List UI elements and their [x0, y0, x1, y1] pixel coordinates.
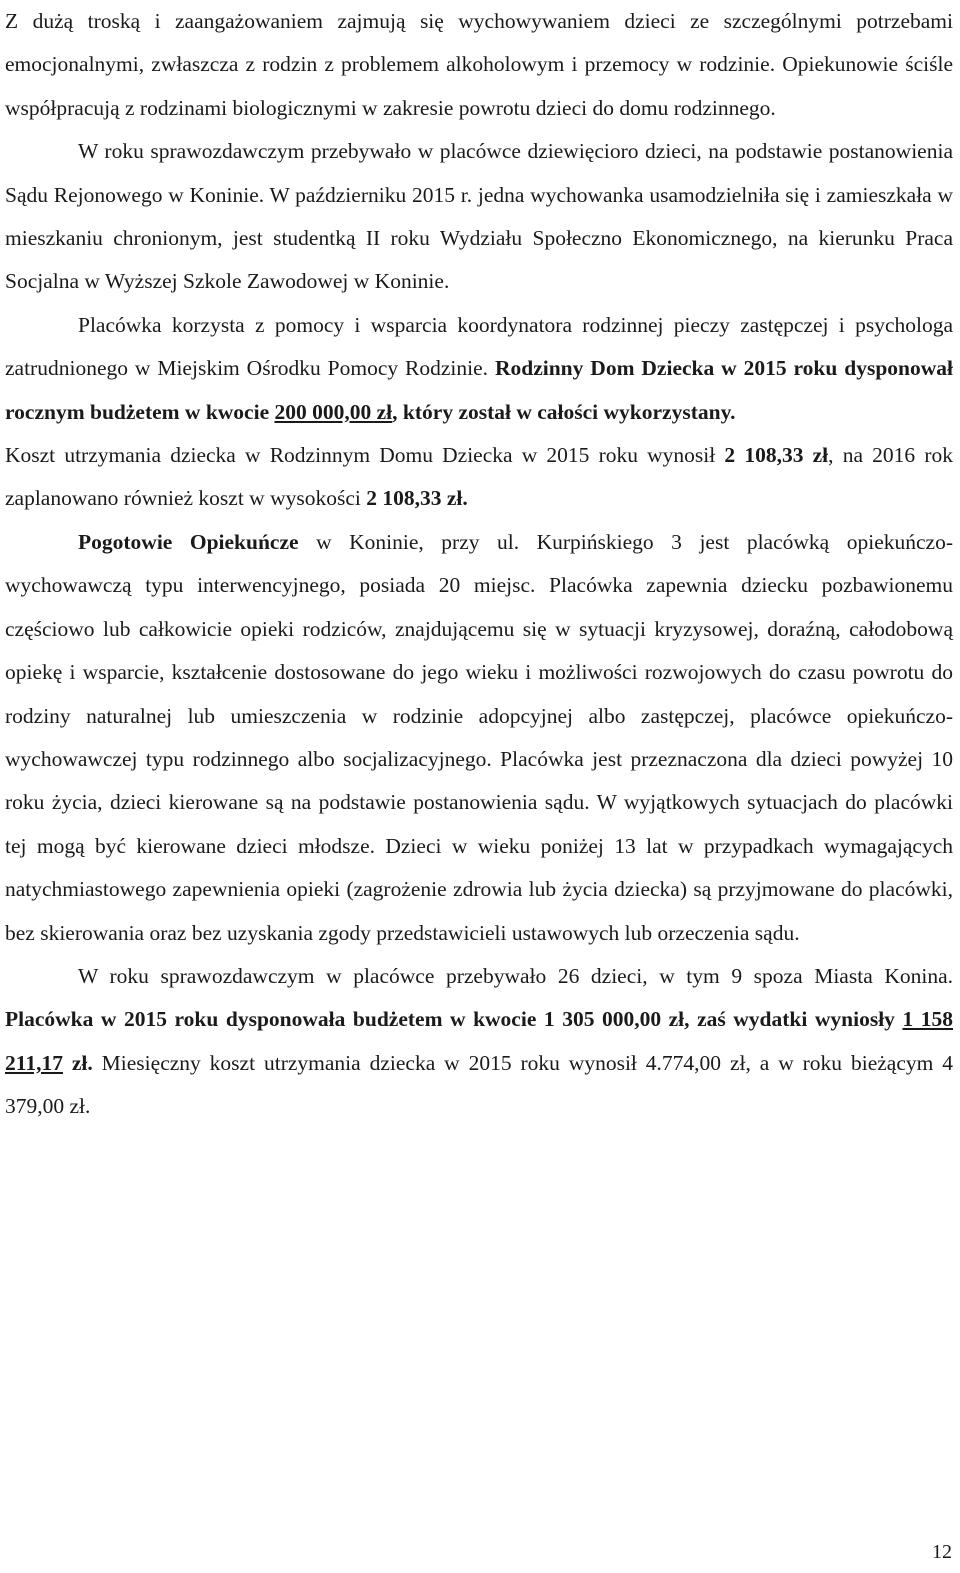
text-run: Pogotowie Opiekuńcze — [78, 529, 299, 554]
text-run: , na 2016 rok zaplanowano również koszt w wysokości — [5, 443, 953, 511]
text-run: Rodzinny Dom Dziecka w 2015 roku dysponował rocznym budżetem w kwocie — [5, 356, 953, 424]
text-run: zł. — [62, 1050, 93, 1075]
paragraph — [5, 955, 953, 1129]
text-run: w Koninie, przy ul. Kurpińskiego 3 jest placówką opiekuńczo-wychowawczą typu interwencyjnego, posiada 20 miejsc. Placówka zapewnia dziecku pozbawionemu częściowo lub całkowicie opieki rodziców, znajdującemu się w sytuacji kryzysowej, doraźną, całodobową opiekę i wsparcie, kształcenie dostosowane do jego wieku i możliwości rozwojowych do czasu powrotu do rodziny naturalnej lub umieszczenia w rodzinie adopcyjnej albo zastępczej, placówce opiekuńczo-wychowawczej typu rodzinnego albo socjalizacyjnego. Placówka jest przeznaczona dla dzieci powyżej 10 roku życia, dzieci kierowane są na podstawie postanowienia sądu. W wyjątkowych sytuacjach do placówki tej mogą być kierowane dzieci młodsze. Dzieci w wieku poniżej 13 lat w przypadkach wymagających natychmiastowego zapewnienia opieki (zagrożenie zdrowia lub życia dziecka) są przyjmowane do placówki, bez skierowania oraz bez uzyskania zgody przedstawicieli ustawowych lub orzeczenia sądu. — [5, 529, 953, 945]
text-run: 2 108,33 zł — [724, 443, 829, 468]
paragraph — [5, 130, 953, 304]
text-run: Placówka korzysta z pomocy i wsparcia koordynatora rodzinnej pieczy zastępczej i psychologa zatrudnionego w Miejskim Ośrodku Pomocy Rodzinie. — [5, 312, 953, 381]
document-page — [5, 0, 953, 1129]
text-run: Z dużą troską i zaangażowaniem zajmują się wychowywaniem dzieci ze szczególnymi potrzebami emocjonalnymi, zwłaszcza z rodzin z problemem alkoholowym i przemocy w rodzinie. Opiekunowie ściśle współpracują z rodzinami biologicznymi w zakresie powrotu dzieci do domu rodzinnego. — [5, 9, 953, 120]
text-run: 1 158 211,17 — [5, 1007, 954, 1075]
text-run: W roku sprawozdawczym przebywało w placówce dziewięcioro dzieci, na podstawie postanowienia Sądu Rejonowego w Koninie. W październiku 2015 r. jedna wychowanka usamodzielniła się i zamieszkała w mieszkaniu chronionym, jest studentką II roku Wydziału Społeczno Ekonomicznego, na kierunku Praca Socjalna w Wyższej Szkole Zawodowej w Koninie. — [5, 139, 953, 294]
text-run: Miesięczny koszt utrzymania dziecka w 2015 roku wynosił 4.774,00 zł, a w roku bieżącym 4 379,00 zł. — [5, 1050, 953, 1119]
paragraph — [5, 521, 953, 955]
paragraph — [5, 0, 953, 130]
text-run: , który został w całości wykorzystany. — [392, 399, 736, 424]
text-run: 2 108,33 zł. — [366, 486, 468, 511]
text-run: W roku sprawozdawczym w placówce przebywało 26 dzieci, w tym 9 spoza Miasta Konina. — [78, 963, 953, 988]
page-number: 12 — [932, 1541, 952, 1563]
text-run: Koszt utrzymania dziecka w Rodzinnym Domu Dziecka w 2015 roku wynosił — [5, 443, 725, 468]
paragraph — [5, 434, 953, 521]
paragraph — [5, 304, 953, 434]
text-run: 200 000,00 zł — [274, 399, 393, 424]
text-run: Placówka w 2015 roku dysponowała budżetem w kwocie 1 305 000,00 zł, zaś wydatki wyniosły — [5, 1007, 903, 1032]
